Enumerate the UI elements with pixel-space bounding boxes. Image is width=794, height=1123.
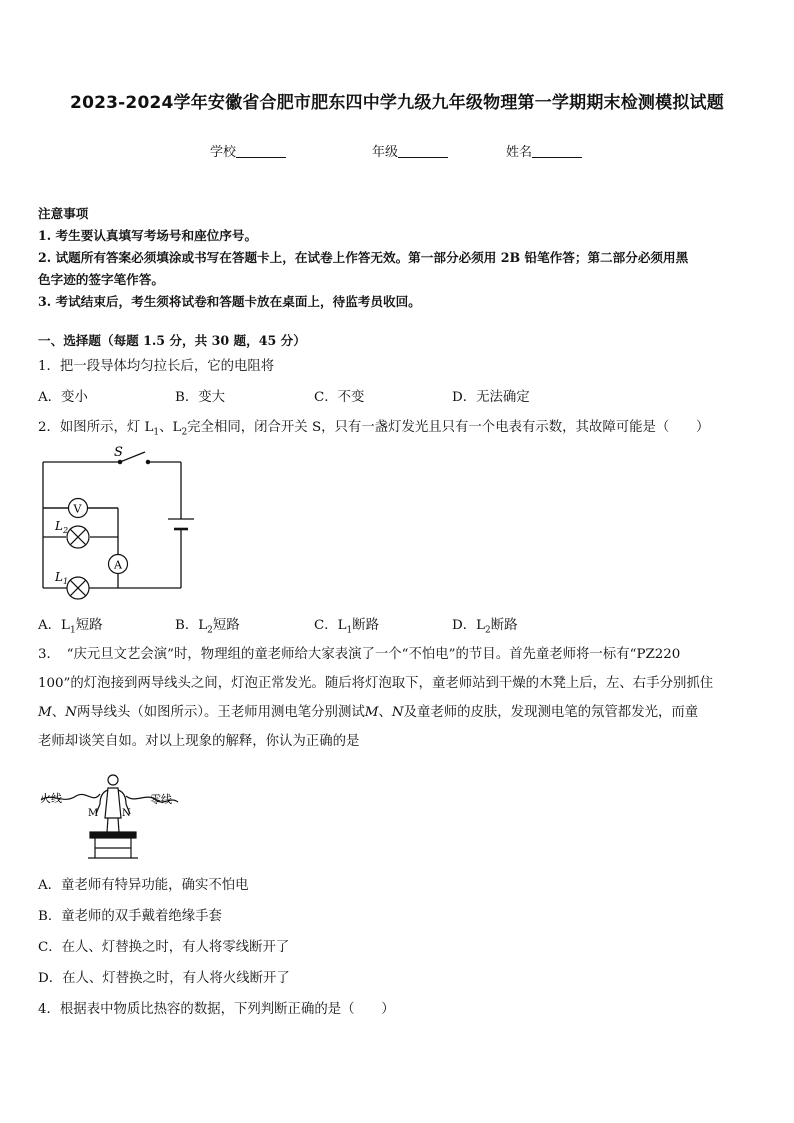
q2-option-a[interactable]: A．$L_1$短路 [38,618,103,636]
name-label: 姓名 [506,145,533,160]
terminal-m-label: M [88,808,99,819]
q1-option-b[interactable]: B．变大 [175,390,226,405]
q3-option-c[interactable]: C．在人、灯替换之时，有人将零线断开了 [38,940,290,955]
grade-field[interactable] [372,141,448,160]
notice-item: 3. 考试结束后，考生须将试卷和答题卡放在桌面上，待监考员收回。 [38,294,421,309]
school-blank[interactable] [236,145,286,158]
ammeter-label: A [114,558,122,572]
circuit-diagram [38,440,198,602]
question-2-stem: 2．如图所示，灯 $L_1$、$L_2$完全相同，闭合开关 S，只有一盏灯发光且只有一个电表有示数，其故障可能是（ ） [38,420,710,438]
school-label: 学校 [210,145,237,160]
question-4-stem: 4．根据表中物质比热容的数据，下列判断正确的是（ ） [38,1002,395,1017]
q2-option-d[interactable]: D．$L_2$断路 [452,618,518,636]
q2-option-b[interactable]: B．$L_2$短路 [175,618,240,636]
lamp-l1-label: $L_1$ [55,570,69,586]
lamp-l2-label: $L_2$ [55,519,69,535]
notice-item: 色字迹的签字笔作答。 [38,272,164,287]
page-title: 2023-2024学年安徽省合肥市肥东四中学九级九年级物理第一学期期末检测模拟试题 [70,93,724,113]
q2-option-c[interactable]: C．$L_1$断路 [314,618,380,636]
notice-item: 2. 试题所有答案必须填涂或书写在答题卡上，在试卷上作答无效。第一部分必须用 2B 铅笔作答；第二部分必须用黑 [38,250,689,265]
q1-option-c[interactable]: C．不变 [314,390,365,405]
name-field[interactable] [506,141,582,160]
q1-option-a[interactable]: A．变小 [38,390,88,405]
q3-option-a[interactable]: A．童老师有特异功能，确实不怕电 [38,878,249,893]
question-1-stem: 1．把一段导体均匀拉长后，它的电阻将 [38,359,275,374]
grade-label: 年级 [372,145,399,160]
notice-item: 1. 考生要认真填写考场号和座位序号。 [38,228,258,243]
voltmeter-label: V [73,502,82,516]
notice-heading: 注意事项 [38,206,89,221]
teacher-stool-figure [38,770,188,865]
q3-option-d[interactable]: D．在人、灯替换之时，有人将火线断开了 [38,971,290,986]
grade-blank[interactable] [398,145,448,158]
terminal-n-label: N [122,808,131,819]
section-heading: 一、选择题（每题 1.5 分，共 30 题，45 分） [38,333,306,348]
school-field[interactable] [210,141,286,160]
switch-label: S [114,445,123,460]
fire-wire-label: 火线 [40,792,62,805]
question-3-stem: 3． “庆元旦文艺会演”时，物理组的童老师给大家表演了一个“不怕电”的节目。首先童老师将一标有“PZ220 100”的灯泡接到两导线头之间，灯泡正常发光。随后将灯泡取下，童老师站到干燥的木凳上后，左、右手分别抓住 M、N两导线头（如图所示）。王老师用测电笔分别测试M、N及童老师的皮肤，发现测电笔的氖管都发光，而童 老师却谈笑自如。对以上现象的解释，你认为正确的是 [38,647,714,749]
q1-option-d[interactable]: D．无法确定 [452,390,530,405]
neutral-wire-label: 零线 [150,793,172,806]
q3-option-b[interactable]: B．童老师的双手戴着绝缘手套 [38,909,222,924]
name-blank[interactable] [532,145,582,158]
